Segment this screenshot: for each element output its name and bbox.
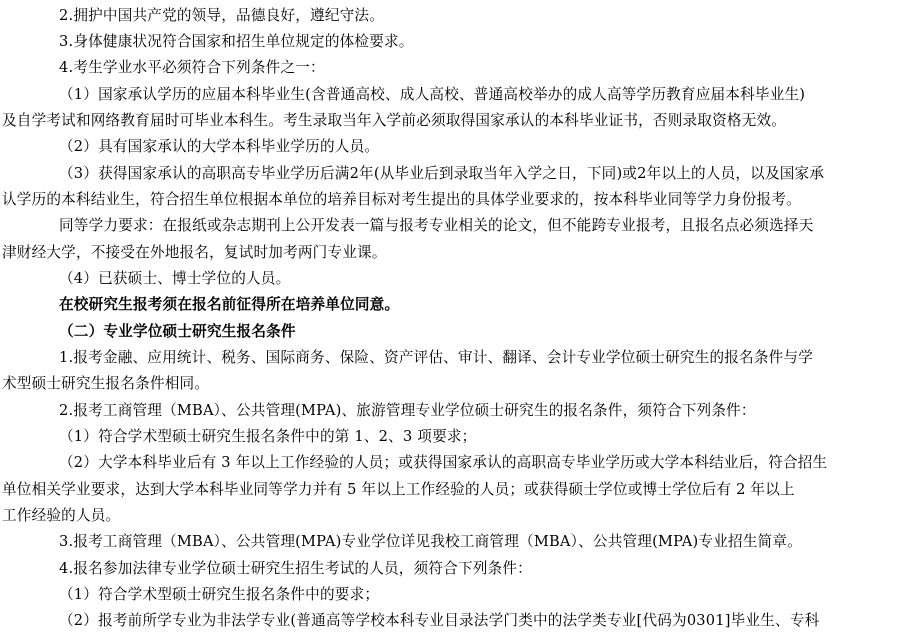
text-line: 术型硕士研究生报名条件相同。 [2, 375, 210, 392]
text-line: 津财经大学，不接受在外地报名，复试时加考两门专业课。 [2, 244, 387, 261]
text-line: （1）符合学术型硕士研究生报名条件中的第 1、2、3 项要求； [59, 428, 477, 445]
text-line: 认学历的本科结业生，符合招生单位根据本单位的培养目标对考生提出的具体学业要求的，按本科毕业同等学力身份报考。 [2, 191, 801, 208]
section-heading: （二）专业学位硕士研究生报名条件 [59, 323, 296, 340]
text-line: （2）报考前所学专业为非法学专业(普通高等学校本科专业目录法学门类中的法学类专业[代码为0301]毕业生、专科 [59, 612, 820, 629]
text-line: 4.报名参加法律专业学位硕士研究生招生考试的人员，须符合下列条件： [59, 560, 532, 577]
text-line: （1）符合学术型硕士研究生报名条件中的要求； [59, 586, 380, 603]
text-line: 4.考生学业水平必须符合下列条件之一： [59, 59, 325, 76]
text-line: （2）大学本科毕业后有 3 年以上工作经验的人员；或获得国家承认的高职高专毕业学历或大学本科结业后，符合招生 [59, 454, 828, 471]
text-line: （4）已获硕士、博士学位的人员。 [59, 270, 291, 287]
text-line: 工作经验的人员。 [2, 507, 121, 524]
text-line: 2.报考工商管理（MBA）、公共管理(MPA)、旅游管理专业学位硕士研究生的报名条件，须符合下列条件： [59, 402, 756, 419]
text-line: 3.报考工商管理（MBA）、公共管理(MPA)专业学位详见我校工商管理（MBA）、公共管理(MPA)专业招生简章。 [59, 533, 802, 550]
text-line: 1.报考金融、应用统计、税务、国际商务、保险、资产评估、审计、翻译、会计专业学位硕士研究生的报名条件与学 [59, 349, 814, 366]
text-line: （1）国家承认学历的应届本科毕业生(含普通高校、成人高校、普通高校举办的成人高等学历教育应届本科毕业生) [59, 86, 806, 103]
text-line: 单位相关学业要求，达到大学本科毕业同等学力并有 5 年以上工作经验的人员；或获得硕士学位或博士学位后有 2 年以上 [2, 481, 795, 498]
text-line: （2）具有国家承认的大学本科毕业学历的人员。 [59, 138, 380, 155]
text-line: 3.身体健康状况符合国家和招生单位规定的体检要求。 [59, 33, 414, 50]
notice-line: 在校研究生报考须在报名前征得所在培养单位同意。 [59, 296, 400, 313]
text-line: 2.拥护中国共产党的领导，品德良好，遵纪守法。 [59, 7, 384, 24]
text-line: （3）获得国家承认的高职高专毕业学历后满2年(从毕业后到录取当年入学之日，下同)或2年以上的人员，以及国家承 [59, 165, 825, 182]
text-line: 同等学力要求：在报纸或杂志期刊上公开发表一篇与报考专业相关的论文，但不能跨专业报考，且报名点必须选择天 [59, 217, 814, 234]
text-line: 及自学考试和网络教育届时可毕业本科生。考生录取当年入学前必须取得国家承认的本科毕业证书，否则录取资格无效。 [2, 112, 787, 129]
